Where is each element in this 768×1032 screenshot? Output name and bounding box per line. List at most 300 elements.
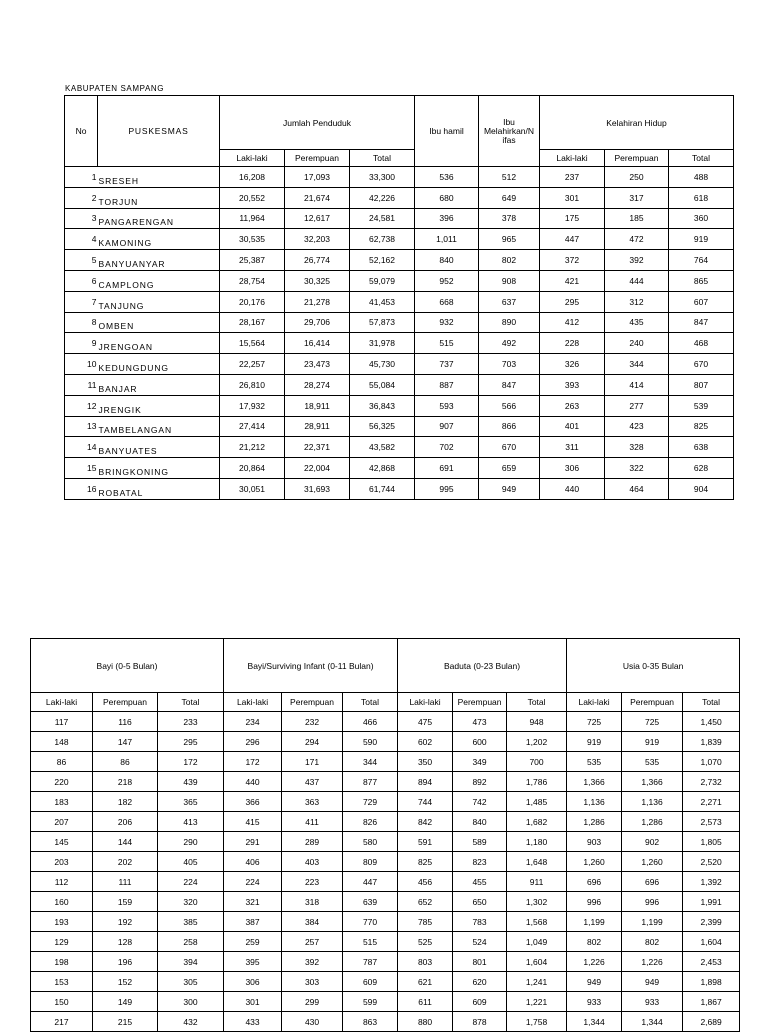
cell-laki: 395 xyxy=(224,952,282,972)
header-bayi-0-11: Bayi/Surviving Infant (0-11 Bulan) xyxy=(224,639,398,693)
puskesmas-name: BANJAR xyxy=(98,374,220,395)
table-row xyxy=(65,187,734,208)
ibu-hamil: 668 xyxy=(415,291,479,312)
cell-laki: 117 xyxy=(31,712,93,732)
cell-perempuan: 392 xyxy=(282,952,343,972)
cell-laki: 366 xyxy=(224,792,282,812)
cell-total: 1,392 xyxy=(683,872,740,892)
table-row xyxy=(65,167,734,188)
table-row xyxy=(31,832,740,852)
header-lahir-total: Total xyxy=(669,150,734,167)
penduduk-perempuan: 28,274 xyxy=(285,374,350,395)
header-penduduk-total: Total xyxy=(350,150,415,167)
cell-laki: 217 xyxy=(31,1012,93,1032)
lahir-total: 618 xyxy=(669,187,734,208)
lahir-laki: 440 xyxy=(540,478,605,499)
cell-perempuan: 215 xyxy=(93,1012,158,1032)
cell-perempuan: 823 xyxy=(453,852,507,872)
penduduk-perempuan: 22,371 xyxy=(285,437,350,458)
penduduk-total: 57,873 xyxy=(350,312,415,333)
lahir-total: 764 xyxy=(669,250,734,271)
cell-total: 1,604 xyxy=(507,952,567,972)
cell-perempuan: 294 xyxy=(282,732,343,752)
row-no: 13 xyxy=(65,416,98,437)
cell-total: 1,682 xyxy=(507,812,567,832)
cell-perempuan: 609 xyxy=(453,992,507,1012)
ibu-nifas: 890 xyxy=(479,312,540,333)
lahir-perempuan: 185 xyxy=(605,208,669,229)
lahir-laki: 412 xyxy=(540,312,605,333)
header-lahir-laki: Laki-laki xyxy=(540,150,605,167)
cell-total: 2,453 xyxy=(683,952,740,972)
cell-total: 580 xyxy=(343,832,398,852)
lahir-total: 919 xyxy=(669,229,734,250)
penduduk-laki: 20,176 xyxy=(220,291,285,312)
cell-perempuan: 349 xyxy=(453,752,507,772)
penduduk-laki: 21,212 xyxy=(220,437,285,458)
ibu-nifas: 512 xyxy=(479,167,540,188)
penduduk-total: 55,084 xyxy=(350,374,415,395)
cell-perempuan: 437 xyxy=(282,772,343,792)
cell-total: 385 xyxy=(158,912,224,932)
header-jumlah-penduduk: Jumlah Penduduk xyxy=(220,96,415,150)
table-row xyxy=(65,416,734,437)
row-no: 8 xyxy=(65,312,98,333)
cell-total: 948 xyxy=(507,712,567,732)
ibu-nifas: 637 xyxy=(479,291,540,312)
cell-total: 1,805 xyxy=(683,832,740,852)
cell-total: 609 xyxy=(343,972,398,992)
lahir-total: 360 xyxy=(669,208,734,229)
cell-total: 2,271 xyxy=(683,792,740,812)
table-row xyxy=(65,354,734,375)
header-perempuan: Perempuan xyxy=(453,693,507,712)
table-row xyxy=(31,892,740,912)
cell-laki: 350 xyxy=(398,752,453,772)
header-laki: Laki-laki xyxy=(567,693,622,712)
cell-laki: 949 xyxy=(567,972,622,992)
lahir-total: 865 xyxy=(669,270,734,291)
penduduk-perempuan: 32,203 xyxy=(285,229,350,250)
cell-perempuan: 289 xyxy=(282,832,343,852)
header-laki: Laki-laki xyxy=(224,693,282,712)
penduduk-total: 36,843 xyxy=(350,395,415,416)
cell-total: 344 xyxy=(343,752,398,772)
cell-laki: 301 xyxy=(224,992,282,1012)
lahir-perempuan: 328 xyxy=(605,437,669,458)
lahir-perempuan: 312 xyxy=(605,291,669,312)
table-row xyxy=(65,208,734,229)
ibu-hamil: 515 xyxy=(415,333,479,354)
cell-laki: 415 xyxy=(224,812,282,832)
cell-total: 1,070 xyxy=(683,752,740,772)
cell-total: 2,573 xyxy=(683,812,740,832)
puskesmas-name: BRINGKONING xyxy=(98,458,220,479)
cell-total: 305 xyxy=(158,972,224,992)
ibu-hamil: 907 xyxy=(415,416,479,437)
cell-perempuan: 919 xyxy=(622,732,683,752)
lahir-perempuan: 277 xyxy=(605,395,669,416)
header-perempuan: Perempuan xyxy=(622,693,683,712)
cell-total: 295 xyxy=(158,732,224,752)
lahir-laki: 306 xyxy=(540,458,605,479)
table-row xyxy=(31,732,740,752)
cell-perempuan: 783 xyxy=(453,912,507,932)
penduduk-laki: 25,387 xyxy=(220,250,285,271)
header-laki: Laki-laki xyxy=(31,693,93,712)
cell-laki: 880 xyxy=(398,1012,453,1032)
population-table xyxy=(64,95,734,500)
cell-laki: 996 xyxy=(567,892,622,912)
cell-laki: 725 xyxy=(567,712,622,732)
cell-total: 863 xyxy=(343,1012,398,1032)
cell-perempuan: 840 xyxy=(453,812,507,832)
cell-perempuan: 196 xyxy=(93,952,158,972)
lahir-laki: 326 xyxy=(540,354,605,375)
cell-total: 320 xyxy=(158,892,224,912)
cell-perempuan: 802 xyxy=(622,932,683,952)
lahir-laki: 175 xyxy=(540,208,605,229)
cell-laki: 150 xyxy=(31,992,93,1012)
header-ibu-hamil: Ibu hamil xyxy=(415,96,479,167)
cell-perempuan: 218 xyxy=(93,772,158,792)
cell-perempuan: 182 xyxy=(93,792,158,812)
ibu-nifas: 908 xyxy=(479,270,540,291)
penduduk-perempuan: 30,325 xyxy=(285,270,350,291)
penduduk-perempuan: 18,911 xyxy=(285,395,350,416)
cell-laki: 803 xyxy=(398,952,453,972)
cell-laki: 744 xyxy=(398,792,453,812)
cell-total: 1,839 xyxy=(683,732,740,752)
cell-total: 1,241 xyxy=(507,972,567,992)
cell-total: 224 xyxy=(158,872,224,892)
header-total: Total xyxy=(343,693,398,712)
cell-laki: 802 xyxy=(567,932,622,952)
penduduk-perempuan: 22,004 xyxy=(285,458,350,479)
table-row xyxy=(65,374,734,395)
cell-laki: 475 xyxy=(398,712,453,732)
cell-laki: 1,226 xyxy=(567,952,622,972)
cell-laki: 129 xyxy=(31,932,93,952)
table-row xyxy=(65,270,734,291)
cell-perempuan: 299 xyxy=(282,992,343,1012)
cell-perempuan: 600 xyxy=(453,732,507,752)
cell-total: 394 xyxy=(158,952,224,972)
lahir-laki: 372 xyxy=(540,250,605,271)
row-no: 6 xyxy=(65,270,98,291)
header-penduduk-laki: Laki-laki xyxy=(220,150,285,167)
lahir-laki: 263 xyxy=(540,395,605,416)
puskesmas-name: BANYUATES xyxy=(98,437,220,458)
ibu-nifas: 649 xyxy=(479,187,540,208)
penduduk-laki: 15,564 xyxy=(220,333,285,354)
header-no: No xyxy=(65,96,98,167)
penduduk-laki: 30,051 xyxy=(220,478,285,499)
table-row xyxy=(65,395,734,416)
table-row xyxy=(31,912,740,932)
cell-perempuan: 902 xyxy=(622,832,683,852)
puskesmas-name: OMBEN xyxy=(98,312,220,333)
cell-laki: 220 xyxy=(31,772,93,792)
cell-laki: 611 xyxy=(398,992,453,1012)
row-no: 9 xyxy=(65,333,98,354)
penduduk-laki: 30,535 xyxy=(220,229,285,250)
row-no: 16 xyxy=(65,478,98,499)
lahir-total: 904 xyxy=(669,478,734,499)
row-no: 5 xyxy=(65,250,98,271)
cell-laki: 153 xyxy=(31,972,93,992)
puskesmas-name: BANYUANYAR xyxy=(98,250,220,271)
cell-total: 787 xyxy=(343,952,398,972)
cell-total: 1,786 xyxy=(507,772,567,792)
cell-total: 1,898 xyxy=(683,972,740,992)
cell-total: 1,991 xyxy=(683,892,740,912)
cell-perempuan: 650 xyxy=(453,892,507,912)
cell-perempuan: 1,260 xyxy=(622,852,683,872)
ibu-hamil: 593 xyxy=(415,395,479,416)
table-row xyxy=(65,437,734,458)
cell-total: 877 xyxy=(343,772,398,792)
cell-laki: 621 xyxy=(398,972,453,992)
cell-perempuan: 725 xyxy=(622,712,683,732)
lahir-perempuan: 392 xyxy=(605,250,669,271)
cell-total: 590 xyxy=(343,732,398,752)
penduduk-laki: 20,552 xyxy=(220,187,285,208)
penduduk-total: 59,079 xyxy=(350,270,415,291)
lahir-total: 607 xyxy=(669,291,734,312)
ibu-hamil: 840 xyxy=(415,250,479,271)
cell-total: 447 xyxy=(343,872,398,892)
penduduk-total: 45,730 xyxy=(350,354,415,375)
penduduk-total: 42,226 xyxy=(350,187,415,208)
ibu-nifas: 492 xyxy=(479,333,540,354)
row-no: 15 xyxy=(65,458,98,479)
cell-laki: 535 xyxy=(567,752,622,772)
cell-total: 258 xyxy=(158,932,224,952)
cell-perempuan: 1,344 xyxy=(622,1012,683,1032)
cell-total: 1,867 xyxy=(683,992,740,1012)
ibu-nifas: 847 xyxy=(479,374,540,395)
cell-total: 439 xyxy=(158,772,224,792)
table-row xyxy=(31,972,740,992)
header-ibu-melahirkan: Ibu Melahirkan/N ifas xyxy=(479,96,540,167)
cell-laki: 696 xyxy=(567,872,622,892)
cell-laki: 785 xyxy=(398,912,453,932)
cell-total: 729 xyxy=(343,792,398,812)
cell-total: 1,648 xyxy=(507,852,567,872)
cell-perempuan: 149 xyxy=(93,992,158,1012)
cell-total: 432 xyxy=(158,1012,224,1032)
lahir-perempuan: 344 xyxy=(605,354,669,375)
cell-total: 1,049 xyxy=(507,932,567,952)
cell-laki: 387 xyxy=(224,912,282,932)
puskesmas-name: KAMONING xyxy=(98,229,220,250)
lahir-laki: 237 xyxy=(540,167,605,188)
ibu-nifas: 949 xyxy=(479,478,540,499)
cell-perempuan: 232 xyxy=(282,712,343,732)
cell-perempuan: 1,286 xyxy=(622,812,683,832)
cell-total: 405 xyxy=(158,852,224,872)
cell-laki: 306 xyxy=(224,972,282,992)
table-row xyxy=(31,852,740,872)
cell-laki: 296 xyxy=(224,732,282,752)
ibu-hamil: 952 xyxy=(415,270,479,291)
puskesmas-name: ROBATAL xyxy=(98,478,220,499)
header-total: Total xyxy=(507,693,567,712)
ibu-nifas: 659 xyxy=(479,458,540,479)
penduduk-total: 52,162 xyxy=(350,250,415,271)
cell-total: 826 xyxy=(343,812,398,832)
penduduk-total: 56,325 xyxy=(350,416,415,437)
lahir-laki: 295 xyxy=(540,291,605,312)
row-no: 12 xyxy=(65,395,98,416)
lahir-total: 488 xyxy=(669,167,734,188)
cell-perempuan: 1,199 xyxy=(622,912,683,932)
cell-laki: 406 xyxy=(224,852,282,872)
penduduk-laki: 22,257 xyxy=(220,354,285,375)
lahir-total: 468 xyxy=(669,333,734,354)
table-row xyxy=(31,992,740,1012)
cell-total: 515 xyxy=(343,932,398,952)
cell-laki: 198 xyxy=(31,952,93,972)
cell-laki: 86 xyxy=(31,752,93,772)
cell-total: 2,399 xyxy=(683,912,740,932)
penduduk-total: 61,744 xyxy=(350,478,415,499)
penduduk-laki: 28,167 xyxy=(220,312,285,333)
row-no: 10 xyxy=(65,354,98,375)
cell-laki: 903 xyxy=(567,832,622,852)
cell-perempuan: 535 xyxy=(622,752,683,772)
header-perempuan: Perempuan xyxy=(93,693,158,712)
puskesmas-name: JRENGIK xyxy=(98,395,220,416)
penduduk-total: 31,978 xyxy=(350,333,415,354)
header-puskesmas: PUSKESMAS xyxy=(98,96,220,167)
cell-total: 1,302 xyxy=(507,892,567,912)
ibu-nifas: 802 xyxy=(479,250,540,271)
cell-total: 809 xyxy=(343,852,398,872)
row-no: 4 xyxy=(65,229,98,250)
cell-laki: 1,344 xyxy=(567,1012,622,1032)
cell-laki: 234 xyxy=(224,712,282,732)
puskesmas-name: TAMBELANGAN xyxy=(98,416,220,437)
penduduk-perempuan: 26,774 xyxy=(285,250,350,271)
infant-table xyxy=(30,638,740,1032)
cell-perempuan: 128 xyxy=(93,932,158,952)
ibu-nifas: 566 xyxy=(479,395,540,416)
cell-laki: 842 xyxy=(398,812,453,832)
penduduk-total: 41,453 xyxy=(350,291,415,312)
cell-total: 2,732 xyxy=(683,772,740,792)
cell-laki: 456 xyxy=(398,872,453,892)
puskesmas-name: TORJUN xyxy=(98,187,220,208)
ibu-nifas: 670 xyxy=(479,437,540,458)
cell-perempuan: 696 xyxy=(622,872,683,892)
lahir-total: 825 xyxy=(669,416,734,437)
lahir-perempuan: 250 xyxy=(605,167,669,188)
cell-perempuan: 384 xyxy=(282,912,343,932)
cell-perempuan: 524 xyxy=(453,932,507,952)
lahir-total: 638 xyxy=(669,437,734,458)
puskesmas-name: KEDUNGDUNG xyxy=(98,354,220,375)
cell-laki: 1,136 xyxy=(567,792,622,812)
cell-total: 466 xyxy=(343,712,398,732)
header-kelahiran-hidup: Kelahiran Hidup xyxy=(540,96,734,150)
ibu-nifas: 965 xyxy=(479,229,540,250)
cell-laki: 652 xyxy=(398,892,453,912)
cell-total: 1,180 xyxy=(507,832,567,852)
cell-laki: 148 xyxy=(31,732,93,752)
lahir-total: 628 xyxy=(669,458,734,479)
cell-perempuan: 192 xyxy=(93,912,158,932)
lahir-laki: 228 xyxy=(540,333,605,354)
cell-perempuan: 86 xyxy=(93,752,158,772)
cell-laki: 160 xyxy=(31,892,93,912)
cell-laki: 145 xyxy=(31,832,93,852)
cell-total: 172 xyxy=(158,752,224,772)
row-no: 7 xyxy=(65,291,98,312)
lahir-perempuan: 464 xyxy=(605,478,669,499)
cell-laki: 224 xyxy=(224,872,282,892)
table-row xyxy=(31,792,740,812)
puskesmas-name: JRENGOAN xyxy=(98,333,220,354)
cell-total: 233 xyxy=(158,712,224,732)
ibu-hamil: 702 xyxy=(415,437,479,458)
cell-total: 1,221 xyxy=(507,992,567,1012)
cell-total: 700 xyxy=(507,752,567,772)
cell-laki: 525 xyxy=(398,932,453,952)
table-row xyxy=(65,333,734,354)
cell-total: 413 xyxy=(158,812,224,832)
penduduk-perempuan: 16,414 xyxy=(285,333,350,354)
lahir-laki: 447 xyxy=(540,229,605,250)
lahir-perempuan: 435 xyxy=(605,312,669,333)
cell-laki: 291 xyxy=(224,832,282,852)
header-laki: Laki-laki xyxy=(398,693,453,712)
penduduk-perempuan: 21,278 xyxy=(285,291,350,312)
header-perempuan: Perempuan xyxy=(282,693,343,712)
cell-perempuan: 949 xyxy=(622,972,683,992)
cell-laki: 591 xyxy=(398,832,453,852)
cell-perempuan: 473 xyxy=(453,712,507,732)
cell-laki: 433 xyxy=(224,1012,282,1032)
cell-laki: 203 xyxy=(31,852,93,872)
cell-total: 2,689 xyxy=(683,1012,740,1032)
table-row xyxy=(65,229,734,250)
penduduk-total: 42,868 xyxy=(350,458,415,479)
cell-total: 1,568 xyxy=(507,912,567,932)
lahir-perempuan: 240 xyxy=(605,333,669,354)
lahir-perempuan: 444 xyxy=(605,270,669,291)
table-row xyxy=(65,478,734,499)
lahir-laki: 421 xyxy=(540,270,605,291)
table-row xyxy=(65,458,734,479)
cell-perempuan: 589 xyxy=(453,832,507,852)
puskesmas-name: SRESEH xyxy=(98,167,220,188)
header-penduduk-perempuan: Perempuan xyxy=(285,150,350,167)
table-row xyxy=(31,872,740,892)
header-total: Total xyxy=(683,693,740,712)
table-row xyxy=(65,250,734,271)
header-total: Total xyxy=(158,693,224,712)
cell-perempuan: 171 xyxy=(282,752,343,772)
table-row xyxy=(31,932,740,952)
lahir-laki: 311 xyxy=(540,437,605,458)
cell-laki: 1,260 xyxy=(567,852,622,872)
cell-total: 1,450 xyxy=(683,712,740,732)
ibu-nifas: 378 xyxy=(479,208,540,229)
lahir-total: 847 xyxy=(669,312,734,333)
penduduk-laki: 26,810 xyxy=(220,374,285,395)
